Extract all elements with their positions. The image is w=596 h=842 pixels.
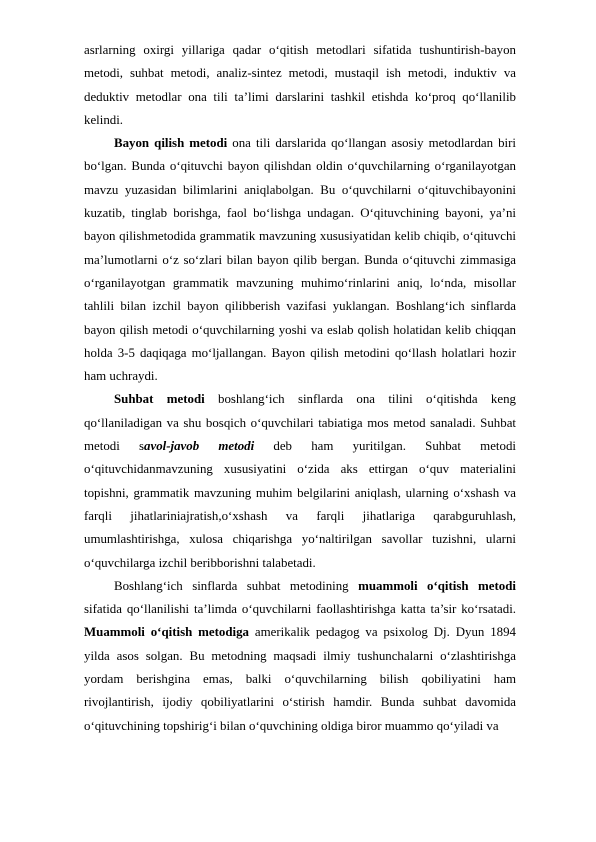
- paragraph-2-text: ona tili darslarida qo‘llangan asosiy metodlardan biri bo‘lgan. Bunda o‘qituvchi bayon qilishdan oldin o‘quvchilarning o‘rganilayotgan mavzu yuzasidan bilimlarini aniqlabolgan. Bu o‘quvchilarni o‘qituvchibayonini kuzatib, tinglab borishga, faol bo‘lishga undagan. O‘qituvchining bayoni, ya’ni bayon qilishmetodida grammatik mavzuning xususiyatidan kelib chiqib, o‘qituvchi ma’lumotlarni o‘z so‘zlari bilan bayon qilib bergan. Bunda o‘qituvchi zimmasiga o‘rganilayotgan grammatik mavzuning muhimo‘rinlarini aniq, lo‘nda, misollar tahlili bilan izchil bayon qilibberish vazifasi yuklangan. Boshlang‘ich sinflarda bayon qilish metodi o‘quvchilarning yoshi va eslab qolish holatidan kelib chiqqan holda 3-5 daqiqaga mo‘ljallangan. Bayon qilish metodini qo‘llash holatlari hozir ham uchraydi.: [84, 136, 516, 384]
- paragraph-2: [84, 132, 516, 388]
- term-muammoli-oqitish-metodi: muammoli o‘qitish metodi: [358, 578, 516, 593]
- paragraph-4-text-c: amerikalik pedagog va psixolog Dj. Dyun 1894 yilda asos solgan. Bu metodning maqsadi ilmiy tushunchalarni o‘zlashtirishga yordam berishgina emas, balki o‘quvchilarning bilish qobiliyatini ham rivojlantirish, ijodiy qobiliyatlarini o‘stirish hamdir. Bunda suhbat davomida o‘qituvchining topshirig‘i bilan o‘quvchining oldiga biror muammo qo‘yiladi va: [84, 625, 516, 733]
- paragraph-3: [84, 388, 516, 574]
- term-bayon-qilish-metodi: Bayon qilish metodi: [114, 136, 228, 151]
- paragraph-1: [84, 39, 516, 132]
- paragraph-4: [84, 575, 516, 738]
- term-suhbat-metodi: Suhbat metodi: [114, 392, 205, 407]
- term-muammoli-oqitish-metodiga: Muammoli o‘qitish metodiga: [84, 625, 249, 640]
- body-text: [84, 39, 516, 738]
- paragraph-3-text-b: deb ham yuritilgan. Suhbat metodi o‘qituvchidanmavzuning xususiyatini o‘zida aks ettirgan o‘quv materialini topishni, grammatik mavzuning muhim belgilarini aniqlash, ularning o‘xshash va farqli jihatlariniajratish,o‘xshash va farqli jihatlariga qarabguruhlash, umumlashtirishga, xulosa chiqarishga yo‘naltirilgan savollar tuzishni, ularni o‘quvchilarga izchil beribborishni talabetadi.: [84, 439, 516, 570]
- paragraph-1-text: asrlarning oxirgi yillariga qadar o‘qitish metodlari sifatida tushuntirish-bayon metodi, suhbat metodi, analiz-sintez metodi, mustaqil ish metodi, induktiv va deduktiv metodlar ona tili ta’limi darslarini tashkil etishda ko‘proq qo‘llanilib kelindi.: [84, 43, 516, 127]
- paragraph-3-text-a: boshlang‘ich sinflarda ona tilini o‘qitishda keng qo‘llaniladigan va shu bosqich o‘quvchilari tabiatiga mos metod sanaladi. Suhbat metodi s: [84, 392, 516, 454]
- term-savol-javob-metodi: avol-javob metodi: [144, 439, 255, 454]
- paragraph-4-text-a: Boshlang‘ich sinflarda suhbat metodining: [114, 578, 359, 593]
- paragraph-4-text-b: sifatida qo‘llanilishi ta’limda o‘quvchilarni faollashtirishga katta ta’sir ko‘rsatadi.: [84, 602, 516, 617]
